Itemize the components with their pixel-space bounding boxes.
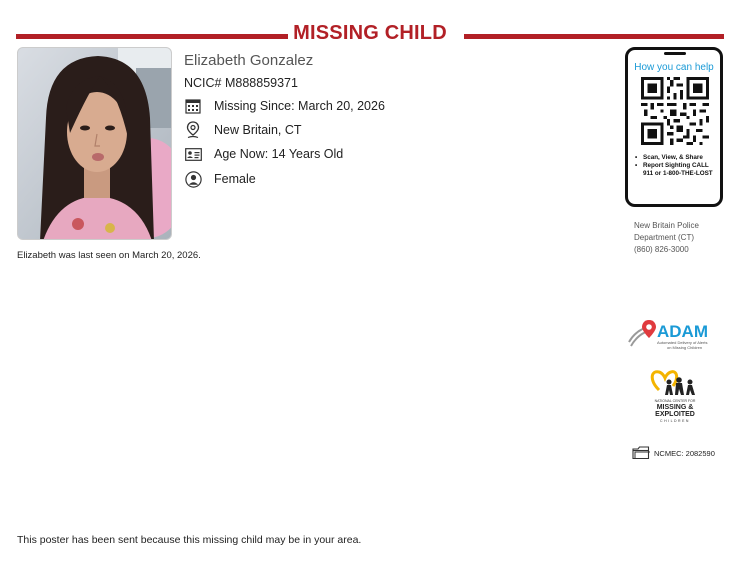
help-list: [634, 154, 720, 178]
missing-since-row: [184, 97, 385, 115]
help-item-scan: • Scan, View, & Share: [634, 154, 720, 162]
qr-code[interactable]: [641, 77, 709, 145]
adam-name: ADAM: [657, 322, 708, 341]
ncmec-line2: MISSING &: [656, 404, 694, 411]
missing-since-text: Missing Since: March 20, 2026: [214, 99, 385, 113]
footer-note: This poster has been sent because this missing child may be in your area.: [17, 534, 362, 546]
sex-row: [184, 170, 256, 188]
poster-header: [16, 22, 724, 50]
map-pin-icon: [184, 121, 202, 139]
ncmec-line3: EXPLOITED: [655, 411, 695, 418]
last-seen-text: Elizabeth was last seen on March 20, 2026.: [17, 250, 201, 261]
person-icon: [184, 170, 202, 188]
police-contact: [634, 220, 734, 256]
case-number-text: NCMEC: 2082590: [654, 448, 715, 458]
ncmec-line1: NATIONAL CENTER FOR: [654, 399, 696, 403]
phone-notch: [664, 52, 686, 55]
location-text: New Britain, CT: [214, 123, 302, 137]
folder-icon: [632, 446, 650, 460]
child-photo: [17, 47, 172, 240]
police-line2: Department (CT): [634, 233, 695, 242]
case-number-row: [632, 446, 715, 460]
header-rule-right: [464, 34, 724, 39]
id-card-icon: [184, 145, 202, 163]
age-row: [184, 145, 343, 163]
adam-logo: [627, 318, 719, 354]
ncic-number: NCIC# M888859371: [184, 76, 298, 90]
sex-text: Female: [214, 172, 256, 186]
calendar-icon: [184, 97, 202, 115]
age-text: Age Now: 14 Years Old: [214, 147, 344, 161]
ncmec-line4: CHILDREN: [660, 419, 690, 423]
child-name: Elizabeth Gonzalez: [184, 52, 314, 69]
help-title: How you can help: [634, 62, 714, 73]
adam-tagline2: on Missing Children: [667, 345, 703, 350]
poster-title: MISSING CHILD: [293, 22, 447, 44]
police-phone: (860) 826-3000: [634, 245, 689, 254]
location-row: [184, 121, 302, 139]
help-item-report: • Report Sighting CALL 911 or 1-800-THE-LOST: [634, 162, 720, 178]
adam-tagline1: Automated Delivery of Alerts: [657, 340, 708, 345]
help-card: [625, 47, 723, 207]
police-line1: New Britain Police: [634, 221, 699, 230]
ncmec-logo: [645, 368, 705, 430]
